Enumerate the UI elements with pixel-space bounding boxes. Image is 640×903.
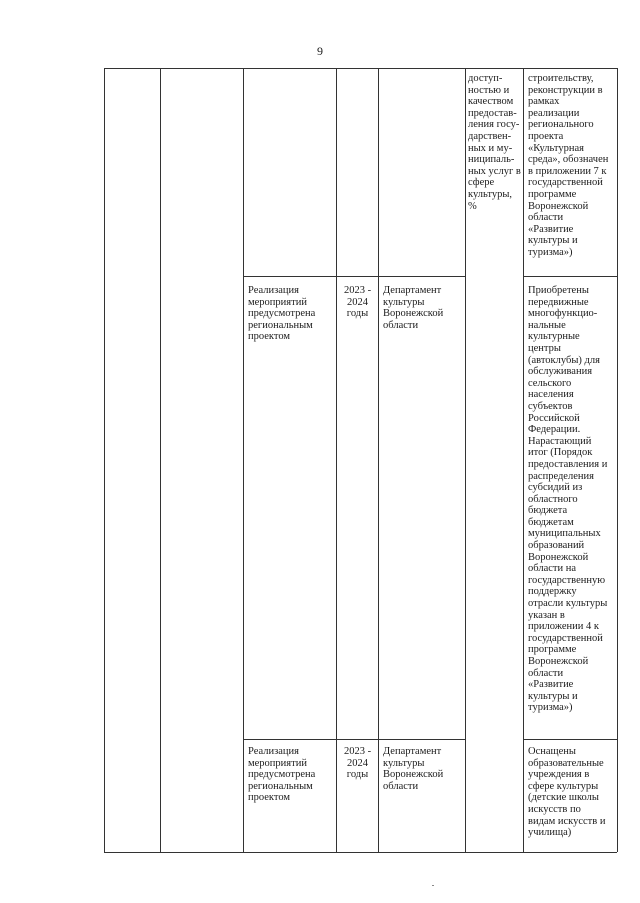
table-border-left [104,68,105,852]
scan-speck [432,885,434,886]
column-divider [523,68,524,852]
table-border-bottom [104,852,617,853]
row-divider [523,739,617,740]
column-divider [465,68,466,852]
period-cell: 2023 - 2024 годы [343,285,372,320]
column-divider [378,68,379,852]
executor-cell: Департамент культуры Воронежской области [383,285,444,331]
result-cell: Приобретены передвижные многофункцио- нальные культурные центры (автоклубы) для обслуживания сельского населения субъектов Российской Федерации. Нарастающий итог (Порядок предоставления и распределения субсидий из областного бюджета бюджетам муниципальных образований Воронежской области на государственную поддержку отрасли культуры указан в приложении 4 к государственной программе Воронежской области «Развитие культуры и туризма») [528,285,608,714]
result-cell: строительству, реконструкции в рамках реализации регионального проекта «Культурная среда», обозначен в приложении 7 к государственной программе Воронежской области «Развитие культуры и туризма») [528,73,609,258]
row-divider [243,739,465,740]
column-divider [243,68,244,852]
row-divider [243,276,465,277]
period-cell: 2023 - 2024 годы [343,746,372,781]
table-border-right [617,68,618,852]
row-divider [523,276,617,277]
page-number: 9 [317,44,323,58]
table-border-top [104,68,617,69]
column-divider [336,68,337,852]
executor-cell: Департамент культуры Воронежской области [383,746,444,792]
result-cell: Оснащены образовательные учреждения в сфере культуры (детские школы искусств по видам искусств и училища) [528,746,606,839]
event-cell: Реализация мероприятий предусмотрена региональным проектом [248,285,316,343]
column-divider [160,68,161,852]
event-cell: Реализация мероприятий предусмотрена региональным проектом [248,746,316,804]
indicator-cell: доступ- ностью и качеством предостав- ления госу- дарствен- ных и му- ниципаль- ных услуг в сфере культуры, % [468,73,521,212]
